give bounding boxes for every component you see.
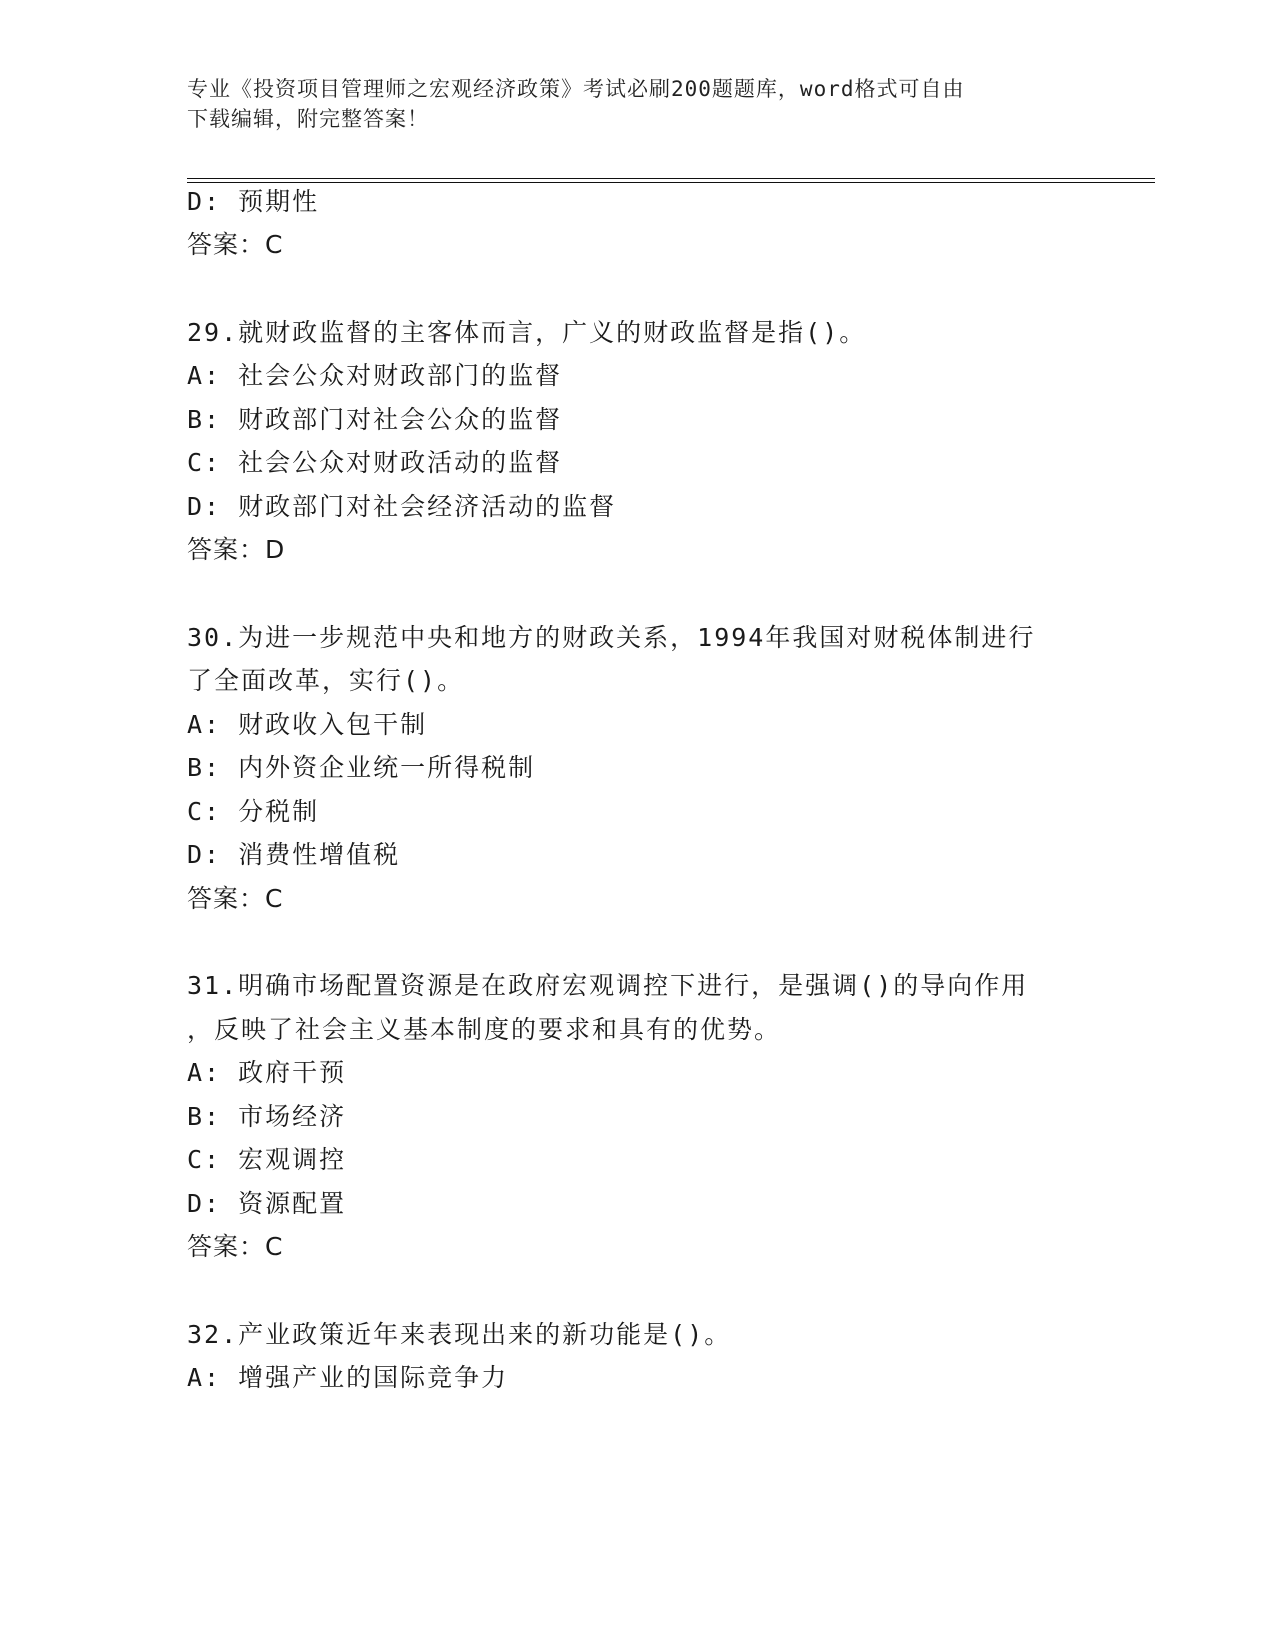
option-b: B: 市场经济 <box>187 1102 347 1131</box>
document-header <box>187 74 1067 134</box>
answer: 答案：C <box>187 884 284 913</box>
option-c: C: 社会公众对财政活动的监督 <box>187 448 563 477</box>
header-line-1: 专业《投资项目管理师之宏观经济政策》考试必刷200题题库，word格式可自由 <box>187 77 965 101</box>
option-c: C: 分税制 <box>187 797 320 826</box>
option-a: A: 社会公众对财政部门的监督 <box>187 361 563 390</box>
option-a: A: 财政收入包干制 <box>187 710 428 739</box>
header-divider <box>187 178 1155 183</box>
question-30-line-1: 30.为进一步规范中央和地方的财政关系，1994年我国对财税体制进行 <box>187 623 1036 652</box>
option-b: B: 内外资企业统一所得税制 <box>187 753 536 782</box>
question-32: 32.产业政策近年来表现出来的新功能是()。 <box>187 1320 732 1349</box>
answer: 答案：C <box>187 1232 284 1261</box>
answer: 答案：D <box>187 535 286 564</box>
option-a: A: 增强产业的国际竞争力 <box>187 1363 509 1392</box>
header-line-2: 下载编辑，附完整答案！ <box>187 107 429 131</box>
answer: 答案：C <box>187 230 284 259</box>
option-c: C: 宏观调控 <box>187 1145 347 1174</box>
option-d: D: 资源配置 <box>187 1189 347 1218</box>
option-d: D: 财政部门对社会经济活动的监督 <box>187 492 617 521</box>
question-31-line-1: 31.明确市场配置资源是在政府宏观调控下进行，是强调()的导向作用 <box>187 971 1029 1000</box>
option-d: D: 消费性增值税 <box>187 840 401 869</box>
question-30-line-2: 了全面改革，实行()。 <box>187 666 465 695</box>
option-a: A: 政府干预 <box>187 1058 347 1087</box>
option-b: B: 财政部门对社会公众的监督 <box>187 405 563 434</box>
option-d: D: 预期性 <box>187 187 320 216</box>
question-29: 29.就财政监督的主客体而言，广义的财政监督是指()。 <box>187 318 867 347</box>
question-31-line-2: ，反映了社会主义基本制度的要求和具有的优势。 <box>187 1015 782 1044</box>
